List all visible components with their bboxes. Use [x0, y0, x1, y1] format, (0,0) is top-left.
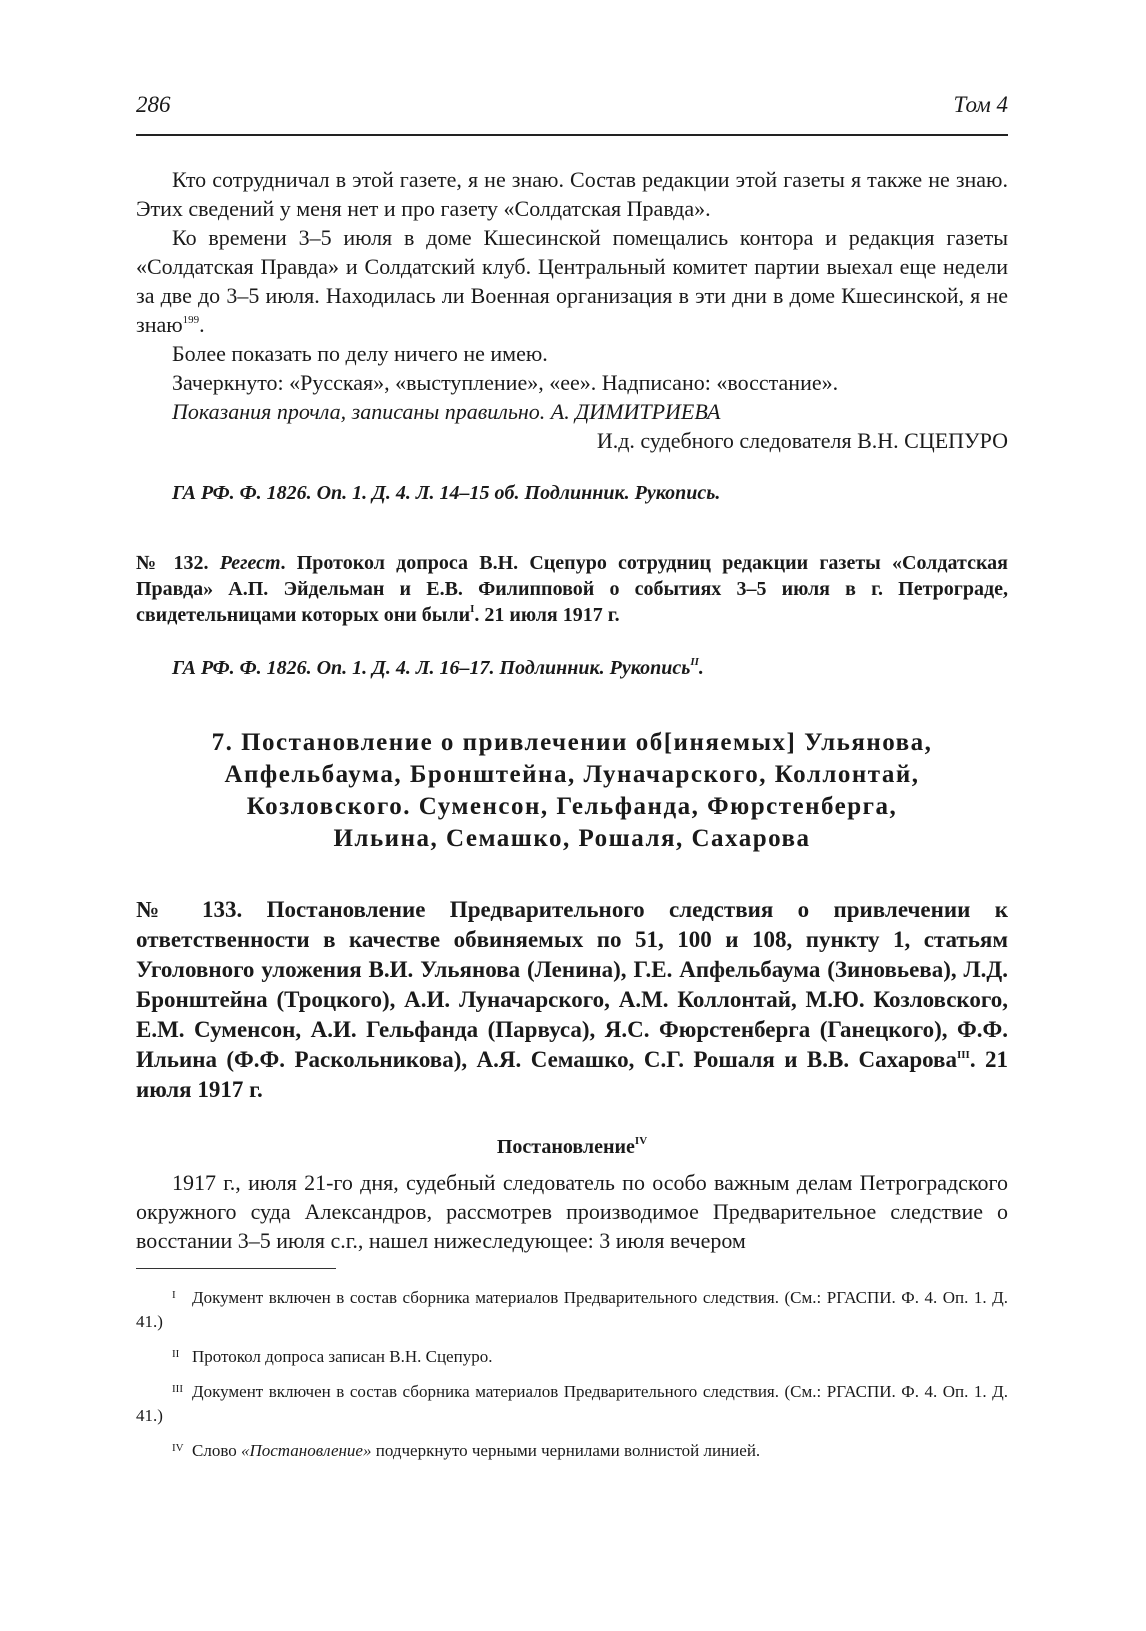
footnote-ref-IV: IV — [634, 1135, 648, 1147]
volume-label: Том 4 — [953, 92, 1008, 117]
page-number: 286 — [136, 92, 171, 117]
witness-signature: Показания прочла, записаны правильно. А. ДИМИТРИЕВА — [172, 399, 721, 424]
footnote-ref-III: III — [956, 1049, 970, 1061]
main-text — [136, 165, 1008, 1255]
footnotes — [136, 1283, 1008, 1471]
document-133-title: № 133. Постановление Предварительного следствия о привлечении к ответственности в качестве обвиняемых по 51, 100 и 108, пункту 1, статьям Уголовного уложения В.И. Ульянова (Ленина), Г.Е. Апфельбаума (Зиновьева), Л.Д. Бронштейна (Троцкого), А.И. Луначарского, А.М. Коллонтай, М.Ю. Козловского, Е.М. Суменсон, А.И. Гельфанда (Парвуса), Я.С. Фюрстенберга (Ганецкого), Ф.Ф. Ильина (Ф.Ф. Раскольникова), А.Я. Семашко, С.Г. Рошаля и В.В. Сахарова$^{III}$. 21 июля 1917 г. — [136, 897, 1008, 1102]
corrections-note: Зачеркнуто: «Русская», «выступление», «ее». Надписано: «восстание». — [172, 370, 839, 395]
footnote-ref-II: II — [690, 656, 699, 668]
section-heading: 7. Постановление о привлечении об[иняемых] Ульянова, Апфельбаума, Бронштейна, Луначарского, Коллонтай, Козловского. Суменсон, Гельфанда, Фюрстенберга, Ильина, Семашко, Рошаля, Сахарова — [211, 729, 933, 852]
regest-132: № 132. Регест. Протокол допроса В.Н. Сцепуро сотрудниц редакции газеты «Солдатская Правда» А.П. Эйдельман и Е.В. Филипповой о событиях 3–5 июля в г. Петрограде, свидетельницами которых они были$^I$. 21 июля 1917 г. — [136, 552, 1008, 626]
testimony-paragraph-1: Кто сотрудничал в этой газете, я не знаю. Состав редакции этой газеты я также не знаю. Этих сведений у меня нет и про газету «Солдатская Правда». — [136, 167, 1008, 221]
footnote-III: III Документ включен в состав сборника материалов Предварительного следствия. (См.: РГАСПИ. Ф. 4. Оп. 1. Д. 41.) — [136, 1382, 1008, 1425]
testimony-paragraph-3: Более показать по делу ничего не имею. — [172, 341, 548, 366]
footnote-ref-I: I — [470, 603, 475, 615]
footnote-I: I Документ включен в состав сборника материалов Предварительного следствия. (См.: РГАСПИ. Ф. 4. Оп. 1. Д. 41.) — [136, 1288, 1008, 1331]
archive-source-1: ГА РФ. Ф. 1826. Оп. 1. Д. 4. Л. 14–15 об. Подлинник. Рукопись. — [172, 482, 721, 504]
resolution-text: 1917 г., июля 21-го дня, судебный следователь по особо важным делам Петроградского окружного суда Александров, рассмотрев производимое Предварительное следствие о восстании 3–5 июля с.г., нашел нижеследующее: 3 июля вечером — [136, 1170, 1008, 1253]
footnote-IV: IV Слово «Постановление» подчеркнуто черными чернилами волнистой линией. — [172, 1441, 761, 1460]
investigator-signature: И.д. судебного следователя В.Н. СЦЕПУРО — [596, 428, 1008, 453]
footnote-divider — [136, 1268, 336, 1269]
testimony-paragraph-2: Ко времени 3–5 июля в доме Кшесинской помещались контора и редакция газеты «Солдатская Правда» и Солдатский клуб. Центральный комитет партии выехал еще недели за две до 3–5 июля. Находилась ли Военная организация в эти дни в доме Кшесинской, я не знаю$^{199}$. — [136, 225, 1008, 337]
resolution-title: Постановление$^{IV}$ — [496, 1135, 648, 1158]
running-header — [136, 92, 1008, 136]
footnote-II: II Протокол допроса записан В.Н. Сцепуро. — [172, 1347, 493, 1366]
endnote-ref-199: 199 — [182, 314, 200, 326]
archive-source-2: ГА РФ. Ф. 1826. Оп. 1. Д. 4. Л. 16–17. Подлинник. Рукопись$^{II}$. — [172, 656, 704, 679]
